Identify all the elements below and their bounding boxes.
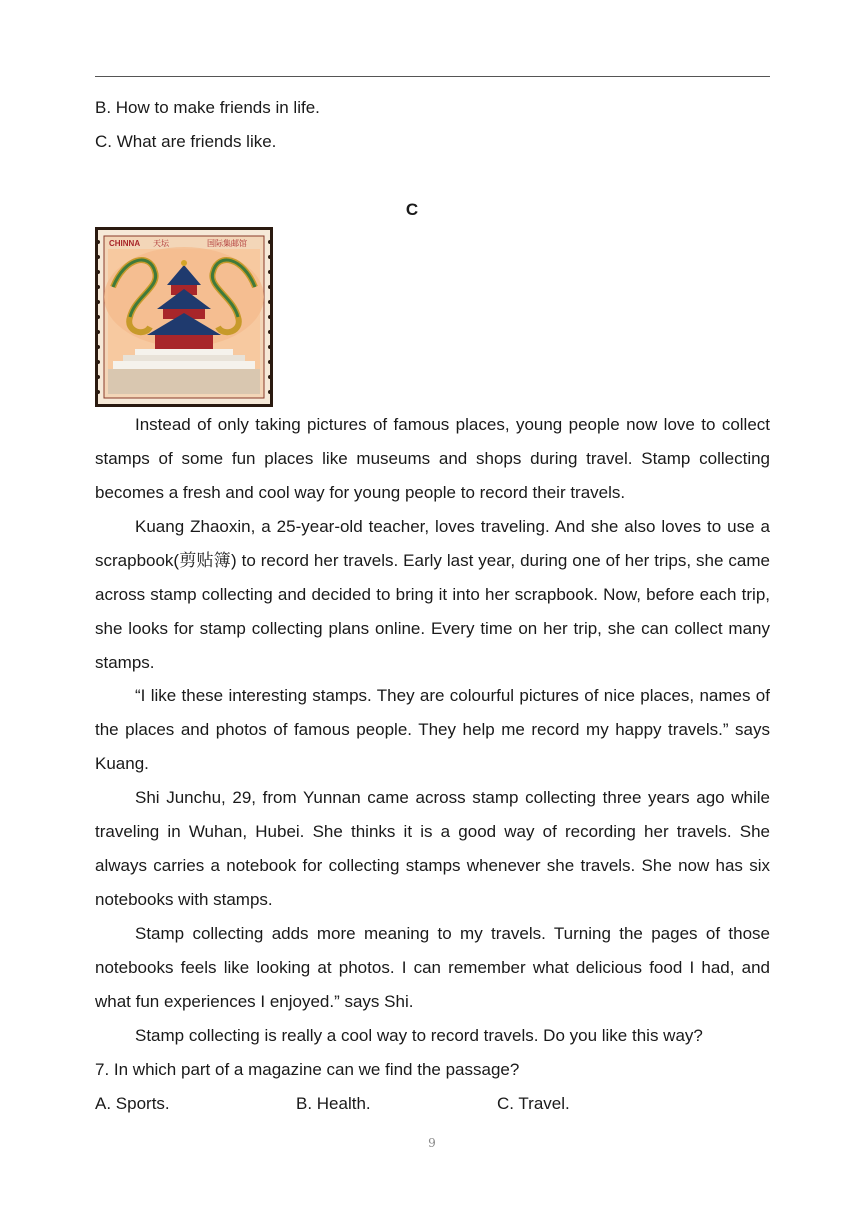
question-7-option-a: A. Sports. [95,1094,170,1113]
paragraph-6: Stamp collecting is really a cool way to record travels. Do you like this way? [135,1026,703,1045]
paragraph-3: “I like these interesting stamps. They are colourful pictures of nice places, names of the places and photos of famous people. They help me record my happy travels.” says Kuang. [95,686,770,773]
section-heading: C [405,200,419,219]
paragraph-2: Kuang Zhaoxin, a 25-year-old teacher, loves traveling. And she also loves to use a scrapbook(剪贴簿) to record her travels. Early last year, during one of her trips, she came across stamp collecting and decided to bring it into her scrapbook. Now, before each trip, she looks for stamp collecting plans online. Every time on her trip, she can collect many stamps. [95,517,770,672]
question-7-option-b: B. Health. [296,1094,371,1113]
page-number: 9 [428,1136,436,1150]
question-7: 7. In which part of a magazine can we find the passage? [95,1060,520,1079]
stamp-country-text: CHINNA [109,239,141,248]
paragraph-5: Stamp collecting adds more meaning to my travels. Turning the pages of those notebooks feels like looking at photos. I can remember what delicious food I had, and what fun experiences I enjoyed.” says Shi. [95,924,770,1011]
option-c-prev: C. What are friends like. [95,132,277,151]
top-divider [95,76,770,77]
question-7-option-c: C. Travel. [497,1094,570,1113]
stamp-label-left: 天坛 [153,239,169,248]
paragraph-1: Instead of only taking pictures of famous places, young people now love to collect stamps of some fun places like museums and shops during travel. Stamp collecting becomes a fresh and cool way for young people to record their travels. [95,415,770,502]
paragraph-4: Shi Junchu, 29, from Yunnan came across stamp collecting three years ago while traveling in Wuhan, Hubei. She thinks it is a good way of recording her travels. She always carries a notebook for collecting stamps whenever she travels. She now has six notebooks with stamps. [95,788,770,909]
option-b-prev: B. How to make friends in life. [95,98,320,117]
stamp-label-right: 国际集邮馆 [207,239,247,248]
temple-of-heaven-stamp-icon [95,227,273,407]
